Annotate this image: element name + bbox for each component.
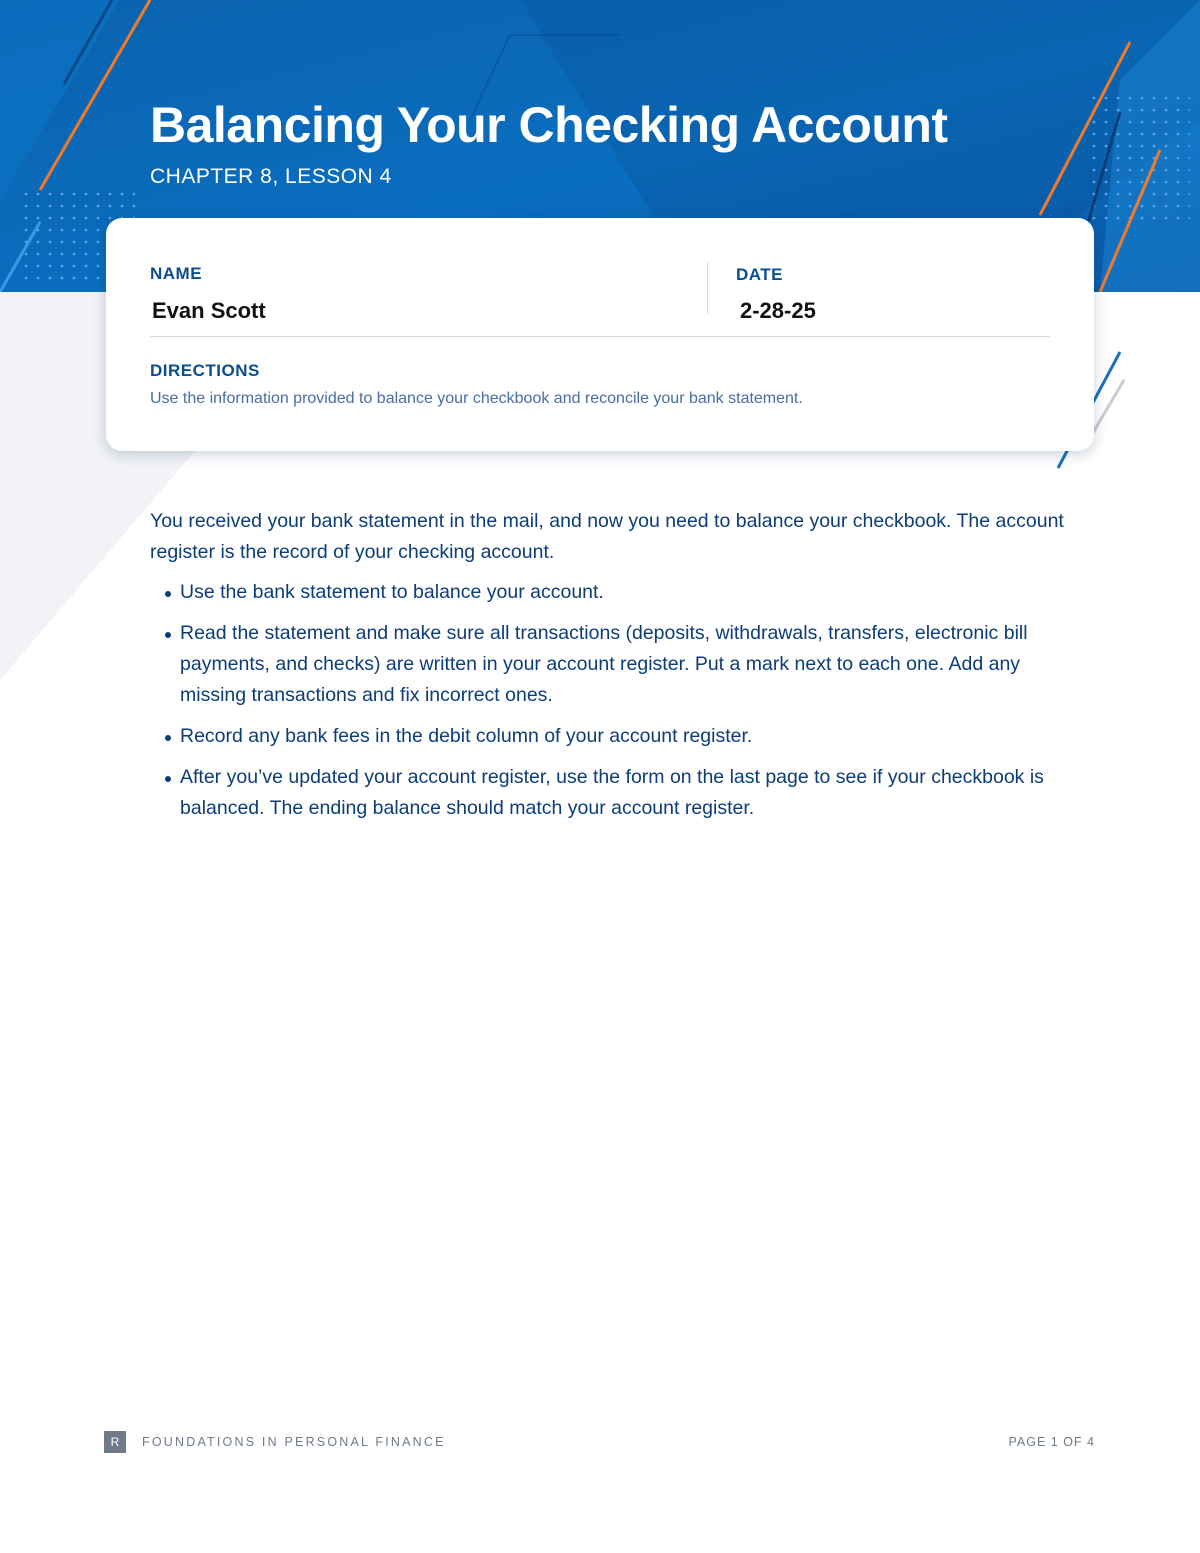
date-label: DATE [736,265,784,284]
ramsey-logo-icon: R [104,1431,126,1453]
name-label: NAME [150,264,203,283]
date-field[interactable]: 2-28-25 [740,298,816,323]
directions-label: DIRECTIONS [150,361,260,380]
card-divider [150,336,1050,337]
intro-paragraph: You received your bank statement in the mail, and now you need to balance your checkbook. The account register is the record of your checking account. [150,510,1064,563]
page-title: Balancing Your Checking Account [150,97,948,153]
page-number: PAGE 1 OF 4 [1008,1435,1095,1449]
instructions-list [150,577,1070,824]
directions-text: Use the information provided to balance your checkbook and reconcile your bank statement. [150,390,803,407]
list-item: Use the bank statement to balance your account. [150,577,1070,608]
instructions-section [150,506,1070,834]
list-item: After you’ve updated your account register, use the form on the last page to see if your checkbook is balanced. The ending balance should match your account register. [150,762,1070,824]
chapter-lesson-label: CHAPTER 8, LESSON 4 [150,165,392,188]
footer-course-name: FOUNDATIONS IN PERSONAL FINANCE [142,1435,446,1449]
field-divider [707,262,708,314]
list-item: Record any bank fees in the debit column of your account register. [150,721,1070,752]
list-item: Read the statement and make sure all transactions (deposits, withdrawals, transfers, electronic bill payments, and checks) are written in your account register. Put a mark next to each one. Add any missing transactions and fix incorrect ones. [150,618,1070,711]
name-field[interactable]: Evan Scott [152,298,266,323]
student-info-card [106,218,1094,451]
